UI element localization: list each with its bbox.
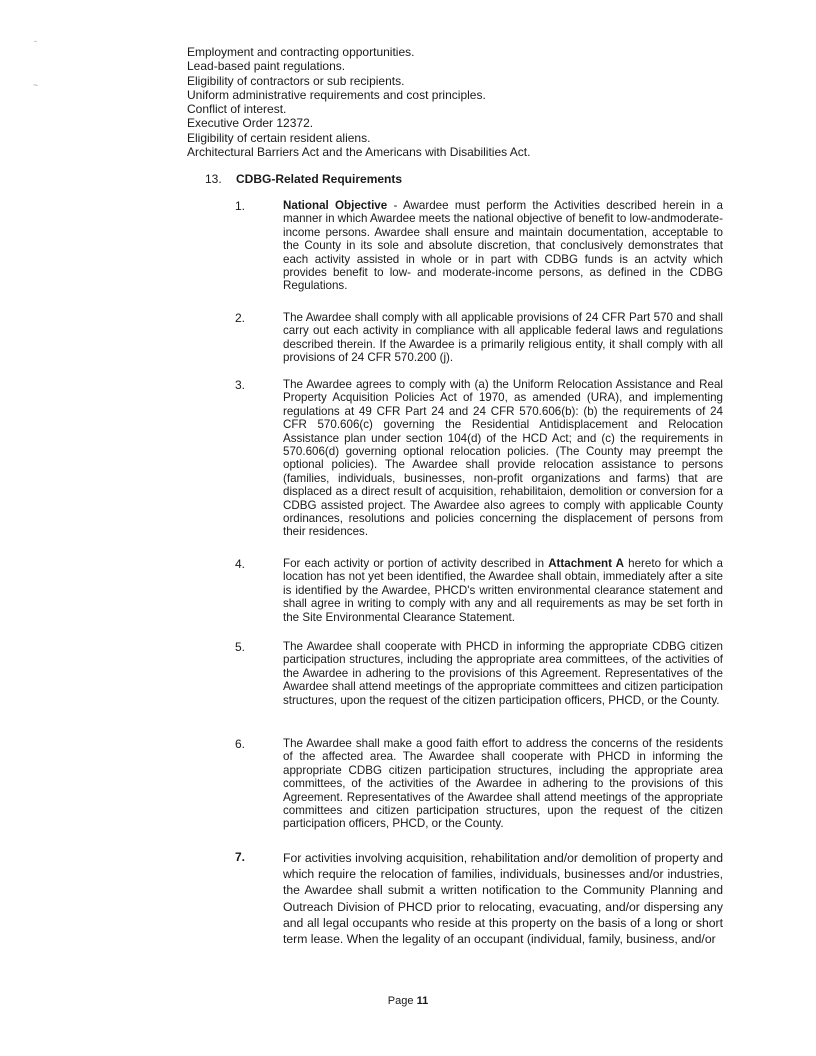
list-item: Conflict of interest. bbox=[187, 102, 287, 117]
page-footer bbox=[0, 995, 816, 1007]
item-text: The Awardee shall cooperate with PHCD in informing the appropriate CDBG citizen participation structures, including the appropriate area committees, of the activities of the Awardee in adhering to the provisions of this Agreement. Representatives of the Awardee shall attend meetings of the appropriate committees and citizen participation structures, upon the request of the citizen participation officers, PHCD, or the County. bbox=[283, 640, 723, 707]
list-item: Lead-based paint regulations. bbox=[187, 59, 346, 74]
list-item: Employment and contracting opportunities. bbox=[187, 45, 415, 59]
page-label: Page bbox=[387, 995, 414, 1007]
scan-speck: ~ bbox=[33, 80, 39, 90]
item-number: 1. bbox=[235, 199, 246, 213]
item-lead: National Objective bbox=[283, 199, 388, 212]
list-item: Executive Order 12372. bbox=[187, 116, 314, 131]
section-number: 13. bbox=[205, 172, 222, 186]
item-text: National Objective - Awardee must perform the Activities described herein in a manner in which Awardee meets the national objective of benefit to low-andmoderate-income persons. Awardee shall ensure and maintain documentation, acceptable to the County in its sole and absolute discretion, that conclusively demonstrates that each activity assisted in whole or in part with CDBG funds is an actvity which provides benefit to low- and moderate-income persons, as defined in the CDBG Regulations. bbox=[283, 199, 723, 293]
item-text: For activities involving acquisition, rehabilitation and/or demolition of property and which require the relocation of families, individuals, businesses and/or industries, the Awardee shall submit a written notification to the Community Planning and Outreach Division of PHCD prior to relocating, evacuating, and/or dispersing any and all legal occupants who reside at this property on the basis of a long or short term lease. When the legality of an occupant (individual, family, business, and/or bbox=[283, 851, 723, 947]
item-text: For each activity or portion of activity described in Attachment A hereto for which a location has not yet been identified, the Awardee shall obtain, immediately after a site is identified by the Awardee, PHCD's written environmental clearance statement and shall agree in writing to comply with any and all requirements as may be set forth in the Site Environmental Clearance Statement. bbox=[283, 557, 723, 624]
item-number: 3. bbox=[235, 378, 246, 392]
attachment-ref: Attachment A bbox=[548, 557, 625, 570]
list-item: Uniform administrative requirements and cost principles. bbox=[187, 87, 486, 102]
item-number: 6. bbox=[235, 737, 246, 751]
item-number: 7. bbox=[235, 850, 246, 864]
section-title: CDBG-Related Requirements bbox=[236, 172, 403, 186]
section-heading bbox=[205, 172, 402, 186]
item-number: 2. bbox=[235, 311, 246, 325]
item-text: The Awardee shall make a good faith effort to address the concerns of the residents of the affected area. The Awardee shall cooperate with PHCD in informing the appropriate CDBG citizen participation structures, including the appropriate area committees, of the activities of the Awardee in adhering to the provisions of this Agreement. Representatives of the Awardee shall attend meetings of the appropriate committees and citizen participation structures, upon the request of the citizen participation officers, PHCD, or the County. bbox=[283, 737, 723, 831]
item-number: 4. bbox=[235, 557, 246, 571]
page-number: 11 bbox=[416, 995, 429, 1007]
scan-speck: - bbox=[34, 36, 37, 46]
item-text: The Awardee shall comply with all applicable provisions of 24 CFR Part 570 and shall carry out each activity in compliance with all applicable federal laws and regulations described therein. If the Awardee is a primarily religious entity, it shall comply with all provisions of 24 CFR 570.200 (j). bbox=[283, 311, 723, 365]
requirements-list bbox=[187, 45, 747, 159]
item-text: The Awardee agrees to comply with (a) the Uniform Relocation Assistance and Real Property Acquisition Policies Act of 1970, as amended (URA), and implementing regulations at 49 CFR Part 24 and 24 CFR 570.606(b): (b) the requirements of 24 CFR 570.606(c) governing the Residential Antidisplacement and Relocation Assistance plan under section 104(d) of the HCD Act; and (c) the requirements in 570.606(d) governing optional relocation policies. (The County may preempt the optional policies). The Awardee shall provide relocation assistance to persons (families, individuals, businesses, non-profit organizations and farms) that are displaced as a direct result of acquisition, rehabilitaion, demolition or conversion for a CDBG assisted project. The Awardee also agrees to comply with applicable County ordinances, resolutions and policies concerning the displacement of persons from their residences. bbox=[283, 378, 723, 539]
list-item: Eligibility of certain resident aliens. bbox=[187, 130, 371, 145]
list-item: Architectural Barriers Act and the Americans with Disabilities Act. bbox=[187, 145, 531, 160]
list-item: Eligibility of contractors or sub recipients. bbox=[187, 73, 405, 88]
item-number: 5. bbox=[235, 640, 246, 654]
